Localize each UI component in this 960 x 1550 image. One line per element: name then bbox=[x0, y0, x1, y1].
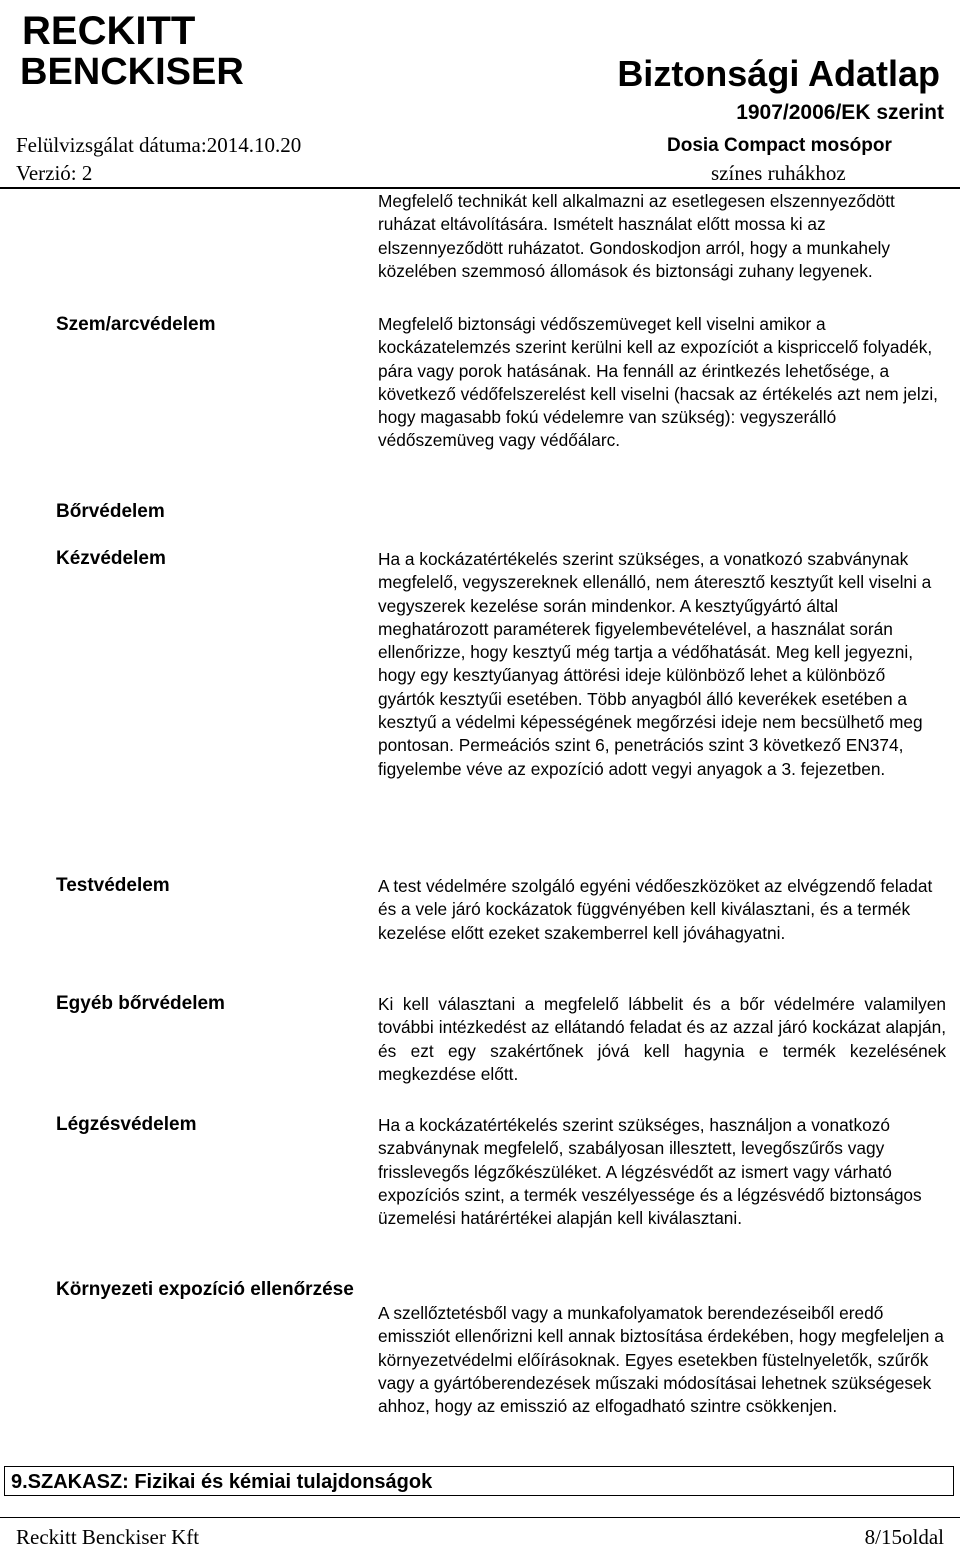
logo-line2: BENCKISER bbox=[20, 51, 244, 88]
body-protection-label: Testvédelem bbox=[56, 875, 170, 896]
reckitt-benckiser-logo bbox=[20, 8, 245, 88]
hand-protection-label: Kézvédelem bbox=[56, 548, 166, 569]
skin-protection-label: Bőrvédelem bbox=[56, 501, 165, 522]
logo-line1: RECKITT bbox=[22, 9, 196, 53]
footer-page-number: 8/15oldal bbox=[864, 1525, 944, 1549]
header-divider bbox=[0, 187, 960, 189]
body-protection-text: A test védelmére szolgáló egyéni védőeszközöket az elvégzendő feladat és a vele járó kockázatok függvényében kell kiválasztani, és a termék kezelése előtt ezeket szakemberrel kell jóváhagyatni. bbox=[378, 876, 933, 943]
environmental-exposure-text: A szellőztetésből vagy a munkafolyamatok berendezéseiből eredő emissziót ellenőrizni kell annak biztosítása érdekében, hogy megfeleljen a környezetvédelmi előírásoknak. Egyes esetekben füstelnyeletők, szűrők vagy a gyártóberendezések műszaki módosításai lehetnek szükségesek ahhoz, hogy az emisszió az elfogadható szintre csökkenjen. bbox=[378, 1303, 944, 1417]
footer-divider bbox=[0, 1517, 960, 1518]
other-skin-protection-label: Egyéb bőrvédelem bbox=[56, 993, 225, 1014]
hand-protection-text: Ha a kockázatértékelés szerint szükséges, a vonatkozó szabványnak megfelelő, vegyszereknek ellenálló, nem áteresztő kesztyűt kell viselni a vegyszerek kezelése során mindenkor. A kesztyűgyártó által meghatározott paraméterek figyelembevételével, a használat során ellenőrizze, hogy kesztyű még tartja a védőhatását. Meg kell jegyezni, hogy egy kesztyűanyag áttörési ideje különböző lehet a különböző gyártók kesztyűi esetében. Több anyagból álló keverékek esetében a kesztyű a védelmi képességének megőrzési ideje nem becsülhető meg pontosan. Permeációs szint 6, penetrációs szint 3 következő EN374, figyelembe véve az expozíció adott vegyi anyagok a 3. fejezetben. bbox=[378, 549, 932, 779]
regulation-reference: 1907/2006/EK szerint bbox=[736, 101, 944, 124]
eye-face-protection-text: Megfelelő biztonsági védőszemüveget kell viselni amikor a kockázatelemzés szerint kerülni kell az expozíciót a kispriccelő folyadék, pára vagy porok hatásának. Ha fennáll az érintkezés lehetősége, a következő védőfelszerelést kell viselni (hacsak az értékelés azt nem jelzi, hogy magasabb fokú védelemre van szükség): vegyszerálló védőszemüveg vagy védőálarc. bbox=[378, 314, 938, 451]
footer-company: Reckitt Benckiser Kft bbox=[16, 1525, 200, 1549]
product-name: Dosia Compact mosópor bbox=[667, 135, 892, 156]
other-skin-protection-text: Ki kell választani a megfelelő lábbelit és a bőr védelmére valamilyen további intézkedést az ellátandó feladat és az azzal járó kockázat alapján, és ezt egy szakértőnek jóvá kell hagynia e termék kezelésének megkezdése előtt. bbox=[378, 994, 946, 1084]
section-9-heading: 9.SZAKASZ: Fizikai és kémiai tulajdonságok bbox=[4, 1466, 954, 1496]
version-label: Verzió: 2 bbox=[16, 161, 93, 185]
product-subtitle: színes ruhákhoz bbox=[711, 161, 846, 185]
company-logo bbox=[20, 8, 245, 88]
document-title: Biztonsági Adatlap bbox=[617, 53, 940, 94]
environmental-exposure-label: Környezeti expozíció ellenőrzése bbox=[56, 1279, 354, 1300]
respiratory-protection-text: Ha a kockázatértékelés szerint szükséges, használjon a vonatkozó szabványnak megfelelő, szabályosan illesztett, levegőszűrős vagy frisslevegős légzőkészüléket. A légzésvédőt az ismert vagy várható expozíciós szint, a termék veszélyessége és a légzésvédő biztonságos üzemelési határértékei alapján kell kiválasztani. bbox=[378, 1115, 922, 1229]
respiratory-protection-label: Légzésvédelem bbox=[56, 1114, 197, 1135]
eye-face-protection-label: Szem/arcvédelem bbox=[56, 314, 216, 335]
review-date: Felülvizsgálat dátuma:2014.10.20 bbox=[16, 133, 302, 157]
intro-paragraph: Megfelelő technikát kell alkalmazni az esetlegesen elszennyeződött ruházat eltávolítására. Ismételt használat előtt mossa ki az elszennyeződött ruházatot. Gondoskodjon arról, hogy a munkahely közelében szemmosó állomások és biztonsági zuhany legyenek. bbox=[378, 191, 895, 281]
